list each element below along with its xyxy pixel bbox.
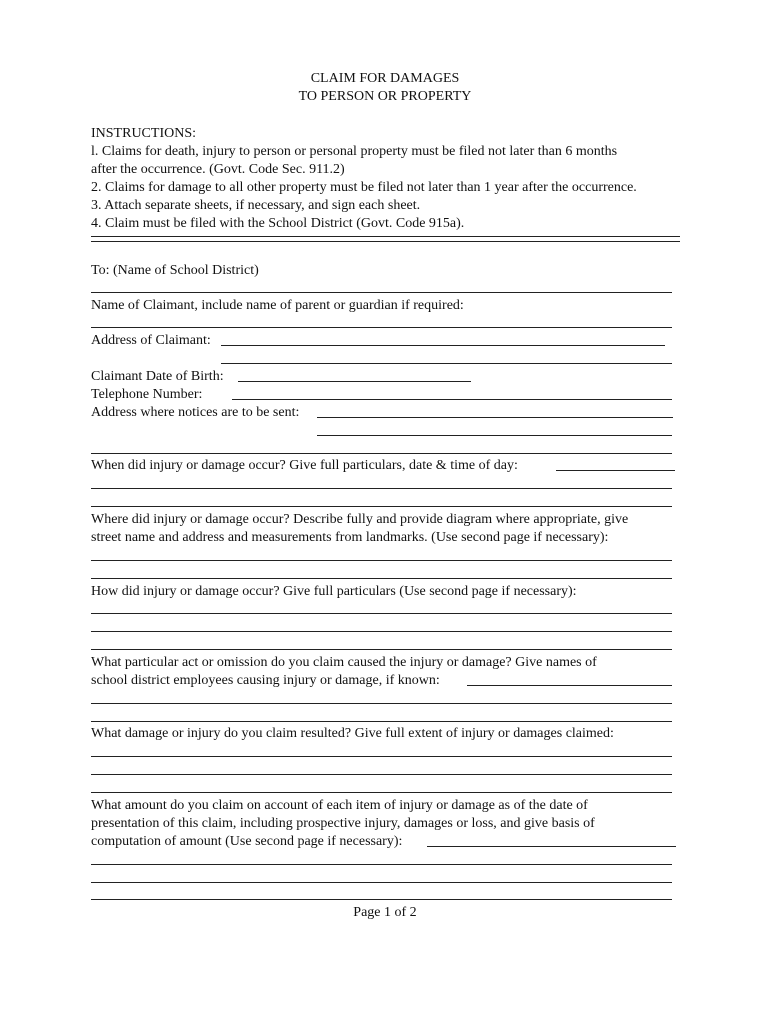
claimant-address-field-line2[interactable] — [221, 363, 672, 364]
when-field-line2[interactable] — [91, 488, 672, 489]
instruction-1: l. Claims for death, injury to person or personal property must be filed not later than 6 months — [91, 144, 618, 159]
where-label-line1: Where did injury or damage occur? Describe fully and provide diagram where appropriate, give — [91, 512, 629, 527]
claimant-address-label: Address of Claimant: — [91, 333, 211, 348]
amount-field[interactable] — [427, 846, 676, 847]
notice-address-field[interactable] — [317, 417, 673, 418]
telephone-label: Telephone Number: — [91, 387, 203, 402]
divider-line — [91, 236, 680, 237]
form-title-line1: CLAIM FOR DAMAGES — [310, 71, 460, 86]
notice-address-field-line3[interactable] — [91, 453, 672, 454]
notice-address-label: Address where notices are to be sent: — [91, 405, 300, 420]
date-of-birth-field[interactable] — [238, 381, 471, 382]
act-field[interactable] — [467, 685, 672, 686]
when-label: When did injury or damage occur? Give full particulars, date & time of day: — [91, 458, 518, 473]
amount-label-line3: computation of amount (Use second page if necessary): — [91, 834, 403, 849]
how-field[interactable] — [91, 613, 672, 614]
claimant-address-field[interactable] — [221, 345, 665, 346]
amount-label-line1: What amount do you claim on account of each item of injury or damage as of the date of — [91, 798, 588, 813]
act-label-line1: What particular act or omission do you claim caused the injury or damage? Give names of — [91, 655, 597, 670]
instruction-1-continued: after the occurrence. (Govt. Code Sec. 911.2) — [91, 162, 345, 177]
page-number: Page 1 of 2 — [353, 905, 417, 920]
amount-field-line3[interactable] — [91, 882, 672, 883]
how-label: How did injury or damage occur? Give full particulars (Use second page if necessary): — [91, 584, 577, 599]
act-field-line2[interactable] — [91, 703, 672, 704]
instruction-2: 2. Claims for damage to all other property must be filed not later than 1 year after the occurrence. — [91, 180, 637, 195]
amount-field-line2[interactable] — [91, 864, 672, 865]
damage-field-line3[interactable] — [91, 792, 672, 793]
amount-label-line2: presentation of this claim, including prospective injury, damages or loss, and give basis of — [91, 816, 595, 831]
damage-field[interactable] — [91, 756, 672, 757]
how-field-line3[interactable] — [91, 649, 672, 650]
instruction-3: 3. Attach separate sheets, if necessary, and sign each sheet. — [91, 198, 421, 213]
how-field-line2[interactable] — [91, 631, 672, 632]
claimant-name-label: Name of Claimant, include name of parent or guardian if required: — [91, 298, 464, 313]
school-district-field[interactable] — [91, 292, 672, 293]
form-title-line2: TO PERSON OR PROPERTY — [298, 89, 472, 104]
date-of-birth-label: Claimant Date of Birth: — [91, 369, 224, 384]
divider-line — [91, 241, 680, 242]
when-field-line3[interactable] — [91, 506, 672, 507]
notice-address-field-line2[interactable] — [317, 435, 672, 436]
where-field-line2[interactable] — [91, 578, 672, 579]
where-field[interactable] — [91, 560, 672, 561]
telephone-field[interactable] — [232, 399, 672, 400]
act-field-line3[interactable] — [91, 721, 672, 722]
act-label-line2: school district employees causing injury or damage, if known: — [91, 673, 440, 688]
claimant-name-field[interactable] — [91, 327, 672, 328]
where-label-line2: street name and address and measurements from landmarks. (Use second page if necessary): — [91, 530, 609, 545]
when-field[interactable] — [556, 470, 675, 471]
instructions-heading: INSTRUCTIONS: — [91, 126, 197, 141]
damage-field-line2[interactable] — [91, 774, 672, 775]
damage-label: What damage or injury do you claim resulted? Give full extent of injury or damages claimed: — [91, 726, 614, 741]
amount-field-line4[interactable] — [91, 899, 672, 900]
school-district-label: To: (Name of School District) — [91, 263, 259, 278]
instruction-4: 4. Claim must be filed with the School District (Govt. Code 915a). — [91, 216, 465, 231]
